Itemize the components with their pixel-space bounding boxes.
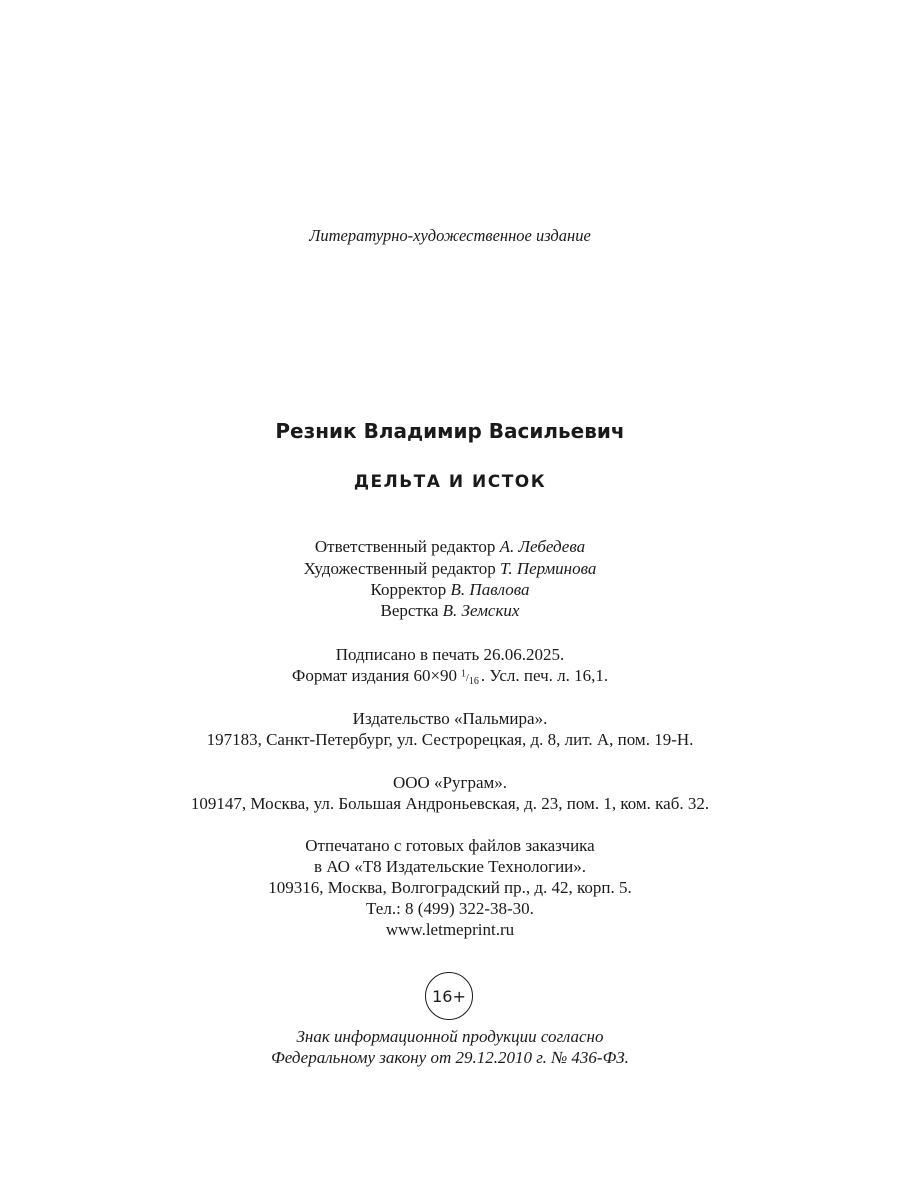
publisher-address: 197183, Санкт-Петербург, ул. Сестрорецкая, д. 8, лит. А, пом. 19-Н. [206,730,694,749]
format-fraction: $^1/_{16}$ [461,668,479,687]
publisher-name: Издательство «Пальмира». [352,709,548,728]
age-notice-line-2: Федеральному закону от 29.12.2010 г. № 436-ФЗ. [271,1048,629,1067]
format-numerator: 1 [461,668,467,680]
age-rating-badge [425,972,473,1020]
author-name: Резник Владимир Васильевич [275,419,625,443]
credit-role: Корректор [370,580,447,599]
credit-name: В. Земских [442,601,520,620]
printer-line-2: в АО «Т8 Издательские Технологии». [313,857,587,876]
distributor-name: ООО «Руграм». [392,773,508,792]
edition-format [0,665,900,690]
printer-line-1: Отпечатано с готовых файлов заказчика [305,836,595,855]
printer-phone: Тел.: 8 (499) 322-38-30. [366,899,534,918]
credit-line-editor [0,536,900,558]
credit-name: Т. Перминова [499,559,597,578]
credit-name: В. Павлова [450,580,530,599]
distributor-address: 109147, Москва, ул. Большая Андроньевская, д. 23, пом. 1, ком. каб. 32. [190,794,710,813]
credit-name: А. Лебедева [499,537,586,556]
format-prefix: Формат издания 60×90 [291,666,458,685]
age-rating-label: 16+ [432,986,466,1006]
edition-genre: Литературно-художественное издание [309,226,591,245]
printer-address: 109316, Москва, Волгоградский пр., д. 42, корп. 5. [268,878,632,897]
credit-line-art-editor [0,558,900,580]
signed-to-print: Подписано в печать 26.06.2025. [335,645,565,664]
credit-role: Ответственный редактор [314,537,496,556]
credit-line-proofreader [0,579,900,601]
age-notice-line-1: Знак информационной продукции согласно [296,1027,604,1046]
credit-role: Верстка [380,601,439,620]
format-suffix: . Усл. печ. л. 16,1. [480,666,609,685]
format-denominator: 16 [468,676,479,687]
printer-website: www.letmeprint.ru [385,920,515,939]
credit-line-layout [0,600,900,622]
book-title: ДЕЛЬТА И ИСТОК [353,472,547,492]
credit-role: Художественный редактор [303,559,496,578]
